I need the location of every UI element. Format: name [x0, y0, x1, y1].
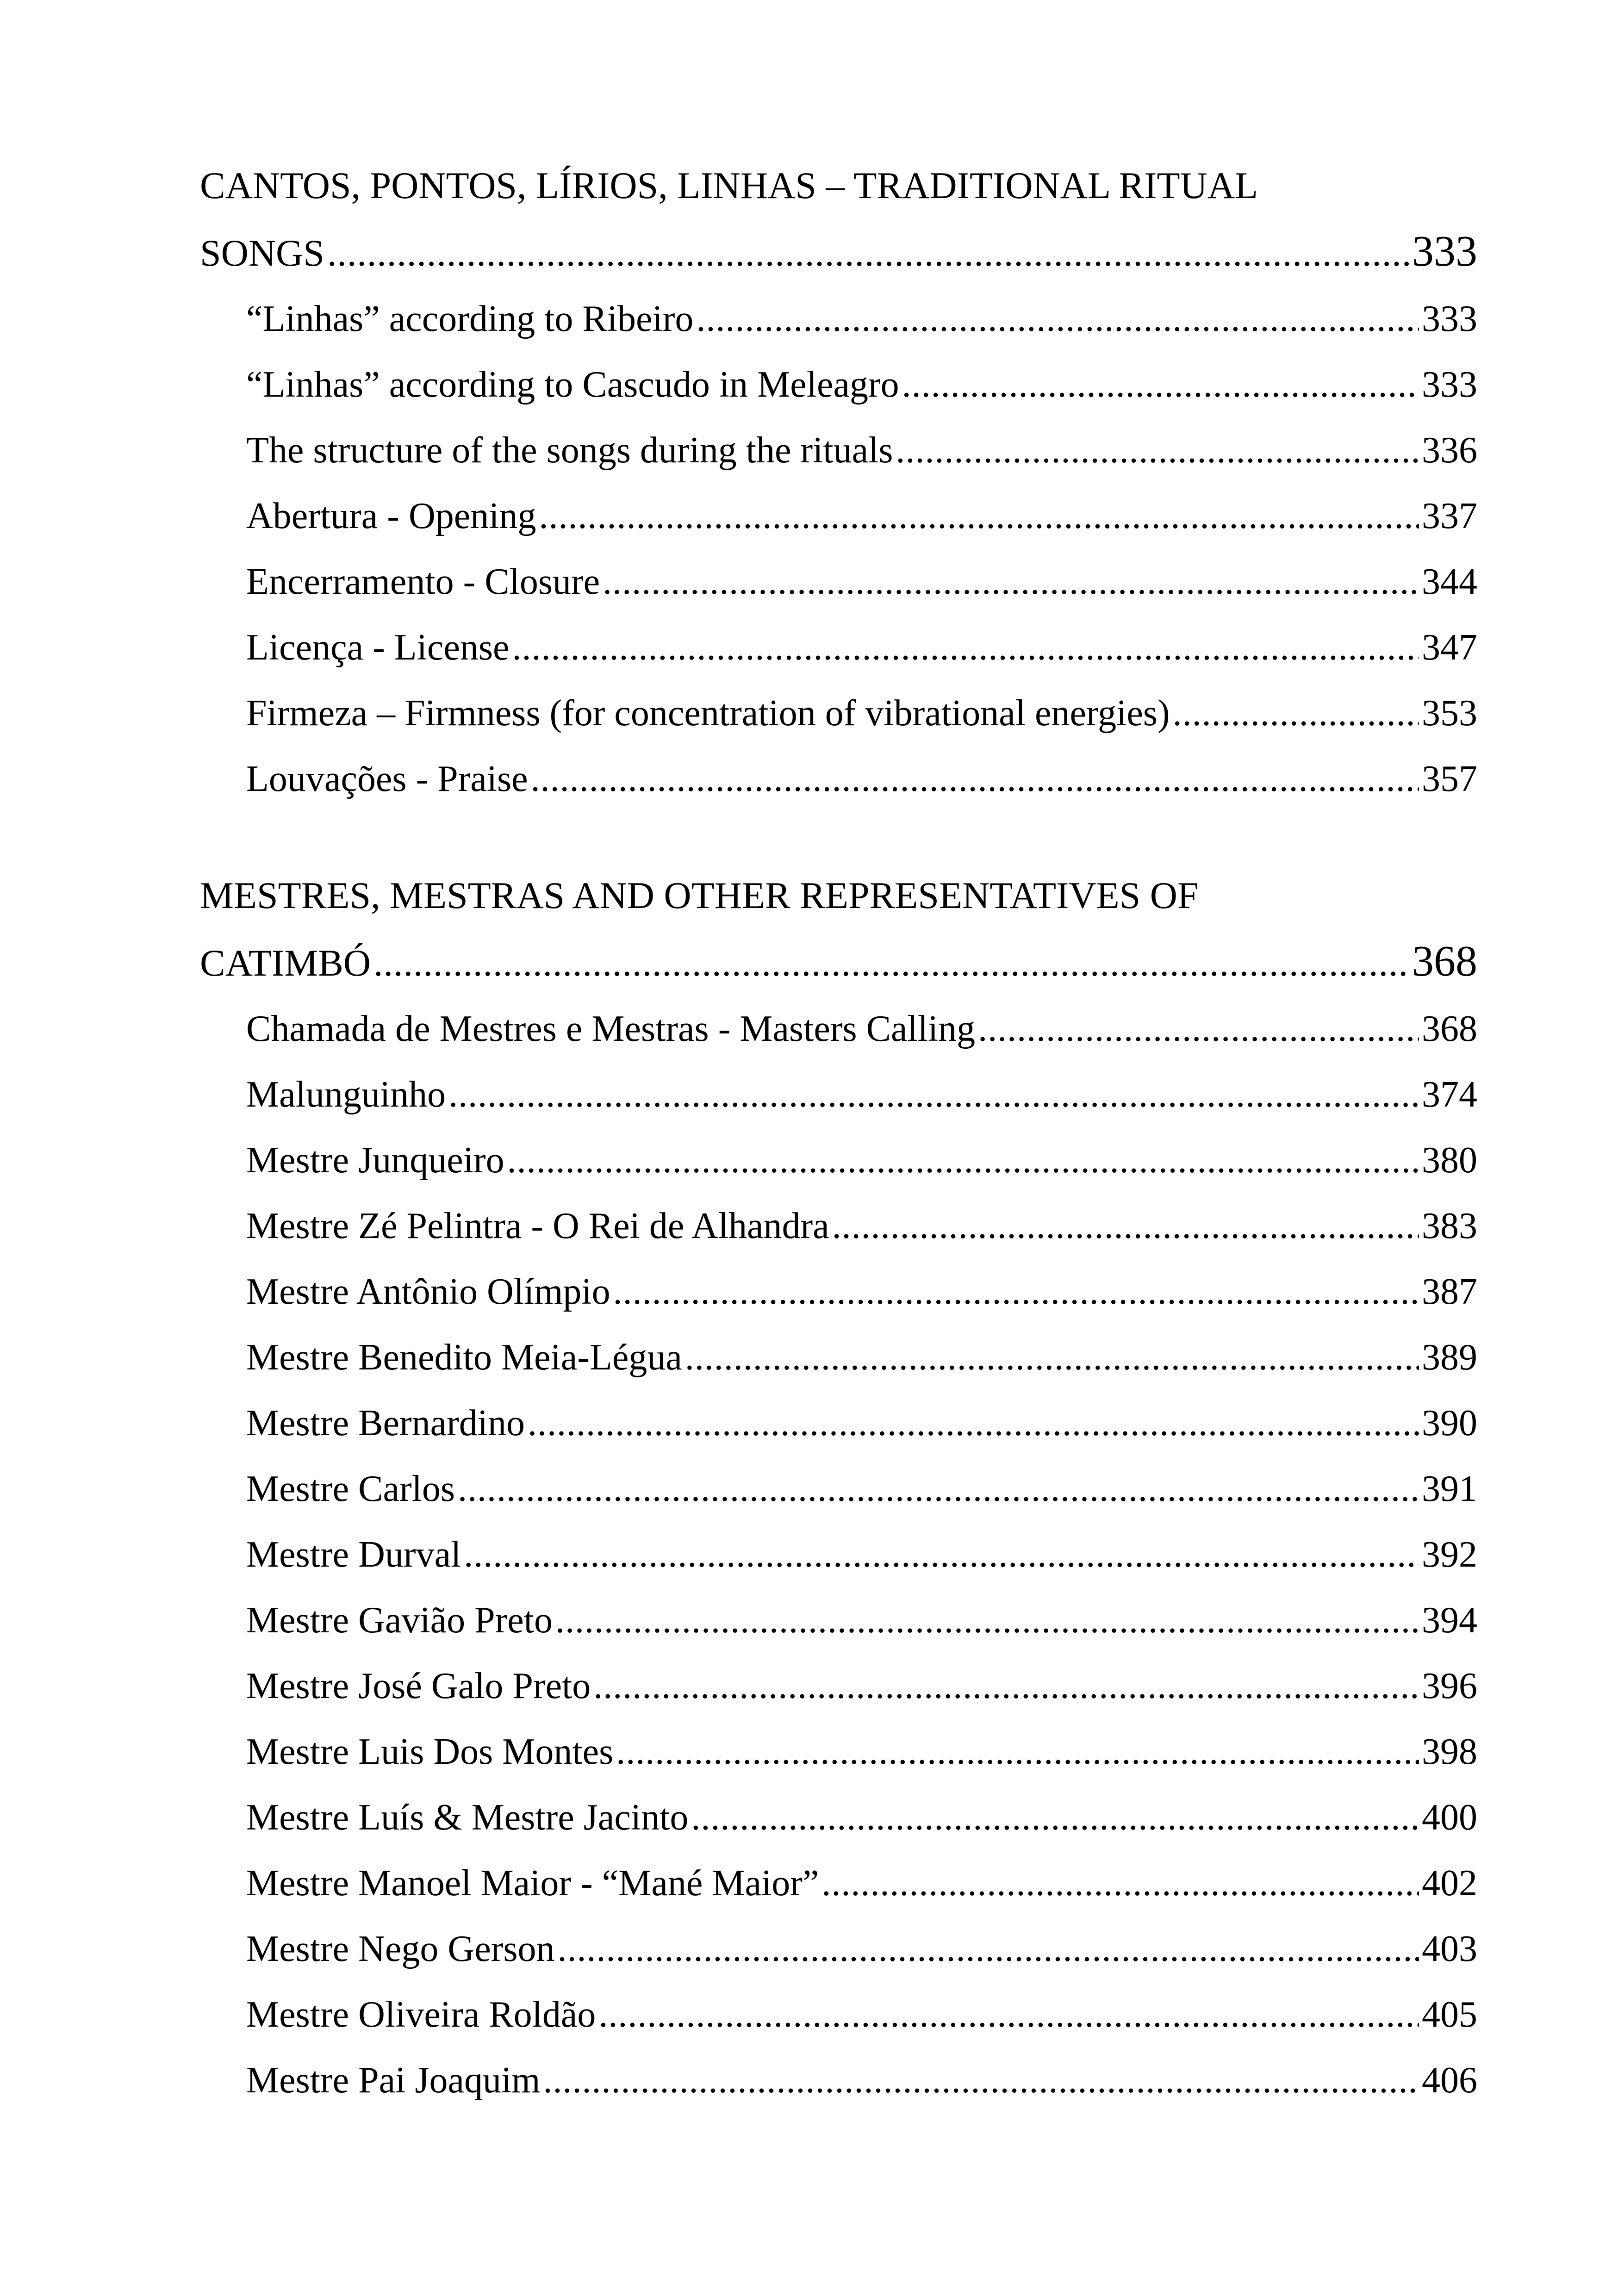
toc-entry[interactable] [246, 1653, 1477, 1719]
dot-leader [448, 1062, 1419, 1127]
toc-entry[interactable] [246, 549, 1477, 615]
entry-page-number: 333 [1422, 364, 1477, 405]
entry-label: Mestre Gavião Preto [246, 1600, 553, 1641]
dot-leader [603, 549, 1419, 615]
section-title-line-2 [200, 218, 1477, 286]
entry-label: Mestre Luís & Mestre Jacinto [246, 1797, 689, 1838]
entry-page-number: 396 [1422, 1666, 1477, 1706]
dot-leader [978, 996, 1419, 1062]
entry-label: Mestre Bernardino [246, 1403, 525, 1444]
entry-page-number: 406 [1422, 2060, 1477, 2101]
dot-leader [685, 1325, 1419, 1390]
entry-label: Mestre Antônio Olímpio [246, 1271, 610, 1312]
entry-page-number: 387 [1422, 1271, 1477, 1312]
toc-entry[interactable] [246, 483, 1477, 549]
dot-leader [543, 2047, 1419, 2113]
section-entries [200, 996, 1477, 2113]
entry-page-number: 368 [1422, 1008, 1477, 1049]
section-title-tail: SONGS [200, 232, 324, 274]
dot-leader [696, 286, 1419, 352]
entry-page-number: 380 [1422, 1140, 1477, 1181]
dot-leader [555, 1587, 1419, 1653]
dot-leader [902, 352, 1419, 417]
entry-page-number: 391 [1422, 1468, 1477, 1509]
entry-label: The structure of the songs during the rituals [246, 430, 893, 471]
entry-page-number: 402 [1422, 1863, 1477, 1904]
toc-entry[interactable] [246, 1325, 1477, 1390]
entry-label: Firmeza – Firmness (for concentration of vibrational energies) [246, 693, 1170, 734]
toc-entry[interactable] [246, 1259, 1477, 1325]
toc-entry[interactable] [246, 352, 1477, 417]
entry-label: “Linhas” according to Cascudo in Meleagro [246, 364, 899, 405]
dot-leader [327, 220, 1409, 286]
entry-page-number: 374 [1422, 1074, 1477, 1115]
entry-page-number: 336 [1422, 430, 1477, 471]
section-title-line-1: MESTRES, MESTRAS AND OTHER REPRESENTATIVES OF [200, 874, 1199, 916]
entry-label: Mestre Nego Gerson [246, 1929, 555, 1969]
dot-leader [507, 1127, 1419, 1193]
toc-section [200, 153, 1477, 812]
dot-leader [373, 930, 1409, 996]
dot-leader [613, 1259, 1419, 1325]
section-title-line-1: CANTOS, PONTOS, LÍRIOS, LINHAS – TRADITIONAL RITUAL [200, 164, 1258, 206]
toc-entry[interactable] [246, 286, 1477, 352]
entry-label: Louvações - Praise [246, 759, 528, 799]
entry-page-number: 390 [1422, 1403, 1477, 1444]
entry-page-number: 337 [1422, 496, 1477, 536]
toc-entry[interactable] [246, 1785, 1477, 1850]
entry-label: Mestre Junqueiro [246, 1140, 504, 1181]
toc-entry[interactable] [246, 1916, 1477, 1982]
entry-page-number: 383 [1422, 1206, 1477, 1246]
toc-entry[interactable] [246, 1522, 1477, 1587]
dot-leader [464, 1522, 1419, 1587]
toc-entry[interactable] [246, 1719, 1477, 1785]
dot-leader [531, 746, 1419, 812]
section-page-number: 333 [1412, 227, 1477, 275]
toc-entry[interactable] [246, 1456, 1477, 1522]
toc-entry[interactable] [246, 1982, 1477, 2047]
section-title-line-2 [200, 928, 1477, 996]
dot-leader [616, 1719, 1419, 1785]
dot-leader [1173, 680, 1419, 746]
toc-entry[interactable] [246, 615, 1477, 680]
toc-entry[interactable] [246, 1587, 1477, 1653]
dot-leader [458, 1456, 1419, 1522]
section-heading[interactable] [200, 153, 1477, 286]
dot-leader [691, 1785, 1419, 1850]
dot-leader [512, 615, 1419, 680]
section-heading[interactable] [200, 863, 1477, 996]
toc-entry[interactable] [246, 746, 1477, 812]
entry-label: Mestre Manoel Maior - “Mané Maior” [246, 1863, 819, 1904]
entry-label: Abertura - Opening [246, 496, 536, 536]
dot-leader [832, 1193, 1419, 1259]
section-entries [200, 286, 1477, 812]
entry-label: Mestre Oliveira Roldão [246, 1994, 596, 2035]
entry-page-number: 398 [1422, 1731, 1477, 1772]
entry-page-number: 357 [1422, 759, 1477, 799]
entry-page-number: 344 [1422, 561, 1477, 602]
entry-label: Encerramento - Closure [246, 561, 600, 602]
entry-label: Mestre Zé Pelintra - O Rei de Alhandra [246, 1206, 829, 1246]
section-title-tail: CATIMBÓ [200, 942, 371, 984]
entry-page-number: 405 [1422, 1994, 1477, 2035]
toc-entry[interactable] [246, 680, 1477, 746]
entry-page-number: 394 [1422, 1600, 1477, 1641]
section-page-number: 368 [1412, 937, 1477, 985]
dot-leader [598, 1982, 1419, 2047]
entry-page-number: 353 [1422, 693, 1477, 734]
toc-entry[interactable] [246, 1193, 1477, 1259]
toc-section [200, 863, 1477, 2113]
entry-label: Licença - License [246, 627, 510, 668]
entry-label: Malunguinho [246, 1074, 446, 1115]
entry-label: Mestre Luis Dos Montes [246, 1731, 614, 1772]
entry-page-number: 389 [1422, 1337, 1477, 1378]
toc-entry[interactable] [246, 417, 1477, 483]
entry-label: Chamada de Mestres e Mestras - Masters Calling [246, 1008, 976, 1049]
entry-page-number: 333 [1422, 299, 1477, 339]
entry-label: Mestre Benedito Meia-Légua [246, 1337, 682, 1378]
entry-page-number: 400 [1422, 1797, 1477, 1838]
toc-entry[interactable] [246, 996, 1477, 1062]
toc-entry[interactable] [246, 1127, 1477, 1193]
entry-page-number: 347 [1422, 627, 1477, 668]
entry-label: Mestre Carlos [246, 1468, 455, 1509]
dot-leader [821, 1850, 1419, 1916]
entry-page-number: 392 [1422, 1534, 1477, 1575]
toc-entry[interactable] [246, 1390, 1477, 1456]
entry-label: Mestre José Galo Preto [246, 1666, 591, 1706]
dot-leader [593, 1653, 1419, 1719]
entry-page-number: 403 [1422, 1929, 1477, 1969]
entry-label: Mestre Durval [246, 1534, 461, 1575]
dot-leader [896, 417, 1419, 483]
table-of-contents [200, 153, 1477, 2113]
toc-entry[interactable] [246, 2047, 1477, 2113]
entry-label: “Linhas” according to Ribeiro [246, 299, 694, 339]
dot-leader [539, 483, 1419, 549]
toc-entry[interactable] [246, 1850, 1477, 1916]
toc-entry[interactable] [246, 1062, 1477, 1127]
dot-leader [557, 1916, 1419, 1982]
dot-leader [528, 1390, 1419, 1456]
entry-label: Mestre Pai Joaquim [246, 2060, 541, 2101]
